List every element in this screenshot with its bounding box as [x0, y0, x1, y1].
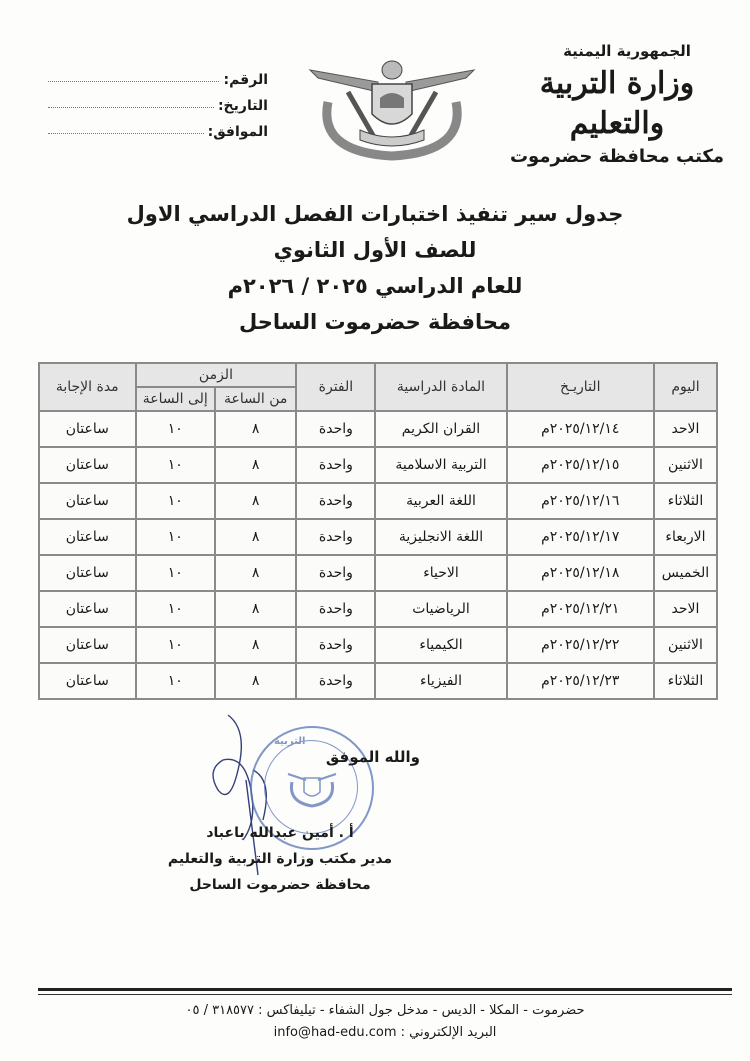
cell-to: ١٠ [136, 591, 215, 627]
reference-fields [48, 62, 268, 140]
header-to: إلى الساعة [136, 387, 215, 411]
exam-schedule-table [38, 362, 718, 700]
yemen-eagle-emblem-icon [308, 52, 476, 162]
corresponding-date-line [48, 132, 204, 134]
cell-day: الخميس [654, 555, 717, 591]
cell-day: الاربعاء [654, 519, 717, 555]
cell-subject: اللغة الانجليزية [375, 519, 506, 555]
cell-from: ٨ [215, 555, 296, 591]
table-row [39, 447, 717, 483]
cell-day: الاثنين [654, 627, 717, 663]
letterhead-ministry-block [502, 42, 732, 167]
signer-title: مدير مكتب وزارة التربية والتعليم [167, 851, 393, 867]
cell-date: ٢٠٢٥/١٢/١٧م [507, 519, 654, 555]
cell-subject: الاحياء [375, 555, 506, 591]
document-titles [100, 196, 650, 340]
table-row [39, 555, 717, 591]
footer-divider-thick [38, 988, 732, 991]
cell-duration: ساعتان [39, 591, 136, 627]
reference-number-line [48, 80, 219, 82]
title-line-4: محافظة حضرموت الساحل [239, 310, 511, 334]
cell-date: ٢٠٢٥/١٢/١٨م [507, 555, 654, 591]
table-row [39, 483, 717, 519]
cell-subject: الكيمياء [375, 627, 506, 663]
header-subject: المادة الدراسية [375, 363, 506, 411]
footer-divider-thin [38, 994, 732, 995]
closing-block [326, 748, 420, 766]
table-header-row [39, 363, 717, 387]
cell-day: الثلاثاء [654, 663, 717, 699]
cell-date: ٢٠٢٥/١٢/٢٣م [507, 663, 654, 699]
footer [38, 1000, 732, 1044]
title-line-2: للصف الأول الثانوي [273, 238, 477, 262]
republic-name: الجمهورية اليمنية [563, 42, 691, 60]
cell-day: الثلاثاء [654, 483, 717, 519]
cell-day: الاحد [654, 411, 717, 447]
office-name: مكتب محافظة حضرموت [509, 146, 725, 167]
cell-to: ١٠ [136, 483, 215, 519]
cell-from: ٨ [215, 447, 296, 483]
cell-period: واحدة [296, 627, 375, 663]
cell-to: ١٠ [136, 555, 215, 591]
table-row [39, 591, 717, 627]
title-line-3: للعام الدراسي ٢٠٢٥ / ٢٠٢٦م [227, 274, 523, 298]
cell-period: واحدة [296, 519, 375, 555]
signer-name: أ . أمين عبدالله باعباد [206, 825, 354, 841]
header-duration: مدة الإجابة [39, 363, 136, 411]
cell-period: واحدة [296, 555, 375, 591]
cell-duration: ساعتان [39, 519, 136, 555]
seal-emblem-icon [286, 768, 338, 808]
ministry-name: وزارة التربية والتعليم [539, 66, 695, 141]
header-date: التاريـخ [507, 363, 654, 411]
cell-to: ١٠ [136, 663, 215, 699]
cell-day: الاثنين [654, 447, 717, 483]
header-day: اليوم [654, 363, 717, 411]
cell-to: ١٠ [136, 411, 215, 447]
cell-date: ٢٠٢٥/١٢/٢٢م [507, 627, 654, 663]
cell-period: واحدة [296, 591, 375, 627]
cell-from: ٨ [215, 483, 296, 519]
corresponding-date-field [48, 114, 268, 140]
cell-period: واحدة [296, 483, 375, 519]
cell-duration: ساعتان [39, 627, 136, 663]
cell-date: ٢٠٢٥/١٢/١٥م [507, 447, 654, 483]
cell-date: ٢٠٢٥/١٢/٢١م [507, 591, 654, 627]
cell-date: ٢٠٢٥/١٢/١٤م [507, 411, 654, 447]
cell-from: ٨ [215, 519, 296, 555]
cell-subject: القران الكريم [375, 411, 506, 447]
date-line [48, 106, 214, 108]
cell-duration: ساعتان [39, 483, 136, 519]
cell-from: ٨ [215, 591, 296, 627]
date-label: التاريخ: [217, 98, 268, 114]
table-row [39, 411, 717, 447]
cell-to: ١٠ [136, 519, 215, 555]
header-time: الزمن [136, 363, 297, 387]
cell-period: واحدة [296, 411, 375, 447]
cell-period: واحدة [296, 663, 375, 699]
footer-email: البريد الإلكتروني : info@had-edu.com [273, 1025, 497, 1040]
corresponding-date-label: الموافق: [207, 124, 268, 140]
table-row [39, 627, 717, 663]
cell-period: واحدة [296, 447, 375, 483]
cell-to: ١٠ [136, 447, 215, 483]
cell-to: ١٠ [136, 627, 215, 663]
cell-subject: التربية الاسلامية [375, 447, 506, 483]
reference-number-field [48, 62, 268, 88]
cell-from: ٨ [215, 663, 296, 699]
signer-region: محافظة حضرموت الساحل [189, 877, 371, 893]
cell-date: ٢٠٢٥/١٢/١٦م [507, 483, 654, 519]
cell-duration: ساعتان [39, 447, 136, 483]
closing-text: والله الموفق [325, 748, 420, 766]
cell-day: الاحد [654, 591, 717, 627]
footer-address: حضرموت - المكلا - الديس - مدخل جول الشفاء - تيليفاكس : ٣١٨٥٧٧ / ٠٥ [185, 1003, 585, 1018]
signer-block [140, 820, 420, 898]
cell-subject: اللغة العربية [375, 483, 506, 519]
cell-from: ٨ [215, 411, 296, 447]
cell-duration: ساعتان [39, 411, 136, 447]
cell-subject: الفيزياء [375, 663, 506, 699]
table-row [39, 519, 717, 555]
table-row [39, 663, 717, 699]
cell-subject: الرياضيات [375, 591, 506, 627]
header-from: من الساعة [215, 387, 296, 411]
title-line-1: جدول سير تنفيذ اختبارات الفصل الدراسي الاول [126, 202, 624, 226]
header-period: الفترة [296, 363, 375, 411]
cell-duration: ساعتان [39, 663, 136, 699]
cell-duration: ساعتان [39, 555, 136, 591]
cell-from: ٨ [215, 627, 296, 663]
reference-number-label: الرقم: [223, 72, 268, 88]
date-field [48, 88, 268, 114]
seal-text: التربية [274, 736, 306, 747]
